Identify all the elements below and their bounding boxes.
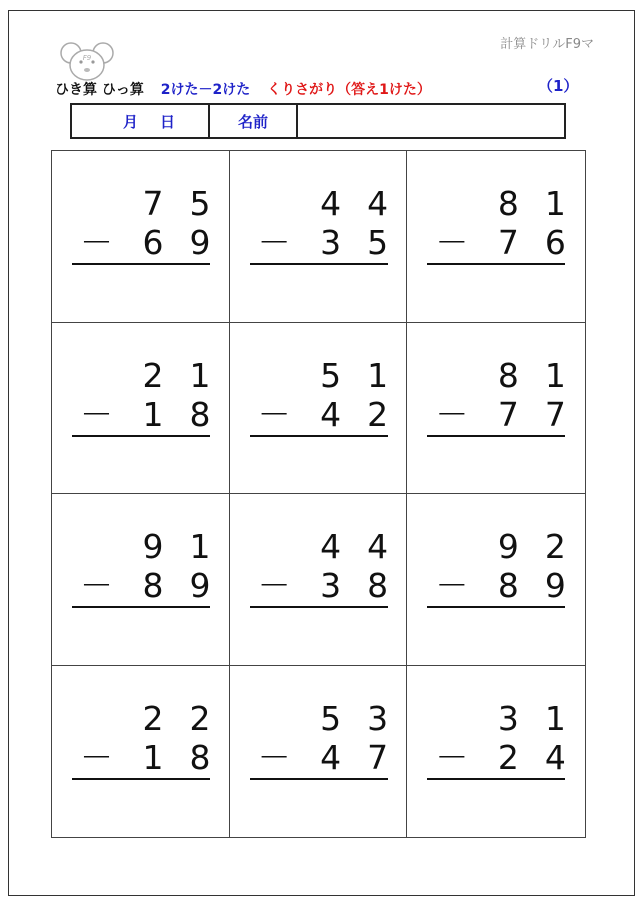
answer-line — [250, 606, 388, 608]
subtrahend-ones: 9 — [189, 223, 211, 262]
minuend-ones: 1 — [189, 527, 211, 566]
problem-cell[interactable] — [230, 323, 408, 495]
problem-cell[interactable] — [407, 323, 585, 495]
minuend-row — [427, 356, 567, 396]
minuend-ones: 1 — [544, 698, 566, 738]
minuend-ones: 2 — [189, 698, 211, 738]
answer-line — [72, 435, 210, 437]
minus-sign: － — [80, 737, 113, 777]
minus-sign: － — [435, 566, 469, 605]
worksheet-title — [55, 79, 570, 99]
answer-line — [427, 263, 565, 265]
answer-line — [250, 778, 388, 780]
subtrahend-ones: 7 — [367, 737, 389, 777]
subtrahend-row — [250, 738, 390, 778]
minuend-row — [250, 527, 390, 567]
minus-sign: － — [435, 737, 469, 777]
minuend-row — [427, 699, 567, 739]
subtrahend-ones: 8 — [189, 737, 211, 777]
minuend-row — [72, 527, 212, 567]
minuend-ones: 1 — [367, 355, 389, 395]
problem-cell[interactable] — [52, 494, 230, 666]
minus-sign: － — [435, 394, 469, 434]
subtrahend-row — [250, 395, 390, 435]
minus-sign: － — [435, 223, 469, 262]
minuend-tens: 8 — [497, 355, 519, 395]
subtrahend-row — [427, 738, 567, 778]
minus-sign: － — [80, 223, 113, 262]
subtrahend-tens: 1 — [142, 394, 164, 434]
minuend-ones: 1 — [544, 355, 566, 395]
subtrahend-ones: 8 — [189, 394, 211, 434]
problem-cell[interactable] — [230, 494, 408, 666]
minuend-ones: 2 — [544, 527, 566, 566]
problem-cell[interactable] — [52, 323, 230, 495]
minus-sign: － — [257, 737, 291, 777]
minuend-tens: 5 — [320, 355, 342, 395]
minuend-ones: 4 — [367, 527, 389, 566]
subtrahend-row — [427, 566, 567, 606]
subtrahend-tens: 4 — [320, 737, 342, 777]
subtrahend-tens: 8 — [497, 566, 519, 605]
minuend-row — [72, 699, 212, 739]
minuend-tens: 9 — [497, 527, 519, 566]
subtrahend-tens: 7 — [497, 394, 519, 434]
subtrahend-row — [427, 395, 567, 435]
subtrahend-row — [72, 566, 212, 606]
title-main: ひき算 ひっ算 — [55, 82, 144, 98]
month-label: 月 — [122, 112, 138, 131]
logo-text: F9 — [82, 54, 92, 62]
problem-cell[interactable] — [230, 666, 408, 838]
minuend-row — [72, 184, 212, 224]
minuend-ones: 5 — [189, 184, 211, 223]
minus-sign: － — [257, 566, 291, 605]
answer-line — [427, 778, 565, 780]
minuend-tens: 9 — [142, 527, 164, 566]
subtrahend-tens: 4 — [320, 394, 342, 434]
subtrahend-ones: 9 — [544, 566, 566, 605]
subtrahend-tens: 6 — [142, 223, 164, 262]
minus-sign: － — [80, 394, 113, 434]
subtrahend-tens: 2 — [497, 737, 519, 777]
answer-line — [72, 263, 210, 265]
subtrahend-ones: 8 — [367, 566, 389, 605]
minuend-tens: 3 — [497, 698, 519, 738]
title-subject: 2けた－2けた — [160, 82, 251, 98]
date-field[interactable] — [72, 105, 210, 137]
answer-line — [427, 435, 565, 437]
name-field[interactable] — [298, 105, 564, 137]
minuend-row — [250, 699, 390, 739]
subtrahend-tens: 7 — [497, 223, 519, 262]
subtrahend-ones: 7 — [544, 394, 566, 434]
subtrahend-row — [250, 223, 390, 263]
minuend-row — [250, 184, 390, 224]
minus-sign: － — [80, 566, 113, 605]
minuend-row — [427, 184, 567, 224]
mouse-logo-icon — [60, 41, 114, 83]
subtrahend-row — [72, 223, 212, 263]
problem-cell[interactable] — [52, 666, 230, 838]
minuend-tens: 8 — [497, 184, 519, 223]
subtrahend-ones: 2 — [367, 394, 389, 434]
minus-sign: － — [257, 223, 291, 262]
student-info-box — [70, 103, 566, 139]
subtrahend-row — [72, 395, 212, 435]
problem-cell[interactable] — [407, 151, 585, 323]
day-label: 日 — [159, 112, 175, 131]
name-label: 名前 — [210, 105, 298, 137]
subtrahend-row — [72, 738, 212, 778]
subtrahend-tens: 3 — [320, 223, 342, 262]
minuend-row — [250, 356, 390, 396]
answer-line — [427, 606, 565, 608]
subtrahend-tens: 8 — [142, 566, 164, 605]
minuend-ones: 4 — [367, 184, 389, 223]
subtrahend-tens: 3 — [320, 566, 342, 605]
brand-label: 計算ドリルF9マ — [500, 37, 594, 52]
minuend-row — [72, 356, 212, 396]
subtrahend-ones: 5 — [367, 223, 389, 262]
minuend-tens: 4 — [320, 184, 342, 223]
minuend-tens: 2 — [142, 698, 164, 738]
minuend-tens: 5 — [320, 698, 342, 738]
page-number: （1） — [538, 77, 579, 95]
minuend-tens: 7 — [142, 184, 164, 223]
minuend-tens: 2 — [142, 355, 164, 395]
answer-line — [250, 435, 388, 437]
minuend-ones: 1 — [544, 184, 566, 223]
subtrahend-ones: 9 — [189, 566, 211, 605]
problem-grid — [51, 150, 586, 838]
subtrahend-ones: 6 — [544, 223, 566, 262]
problem-cell[interactable] — [407, 494, 585, 666]
minuend-ones: 3 — [367, 698, 389, 738]
minuend-row — [427, 527, 567, 567]
answer-line — [72, 606, 210, 608]
answer-line — [72, 778, 210, 780]
subtrahend-tens: 1 — [142, 737, 164, 777]
subtrahend-row — [250, 566, 390, 606]
minuend-tens: 4 — [320, 527, 342, 566]
subtrahend-ones: 4 — [544, 737, 566, 777]
problem-cell[interactable] — [407, 666, 585, 838]
answer-line — [250, 263, 388, 265]
minus-sign: － — [257, 394, 291, 434]
subtrahend-row — [427, 223, 567, 263]
minuend-ones: 1 — [189, 355, 211, 395]
title-note: くりさがり（答え1けた） — [267, 82, 431, 98]
problem-cell[interactable] — [230, 151, 408, 323]
problem-cell[interactable] — [52, 151, 230, 323]
